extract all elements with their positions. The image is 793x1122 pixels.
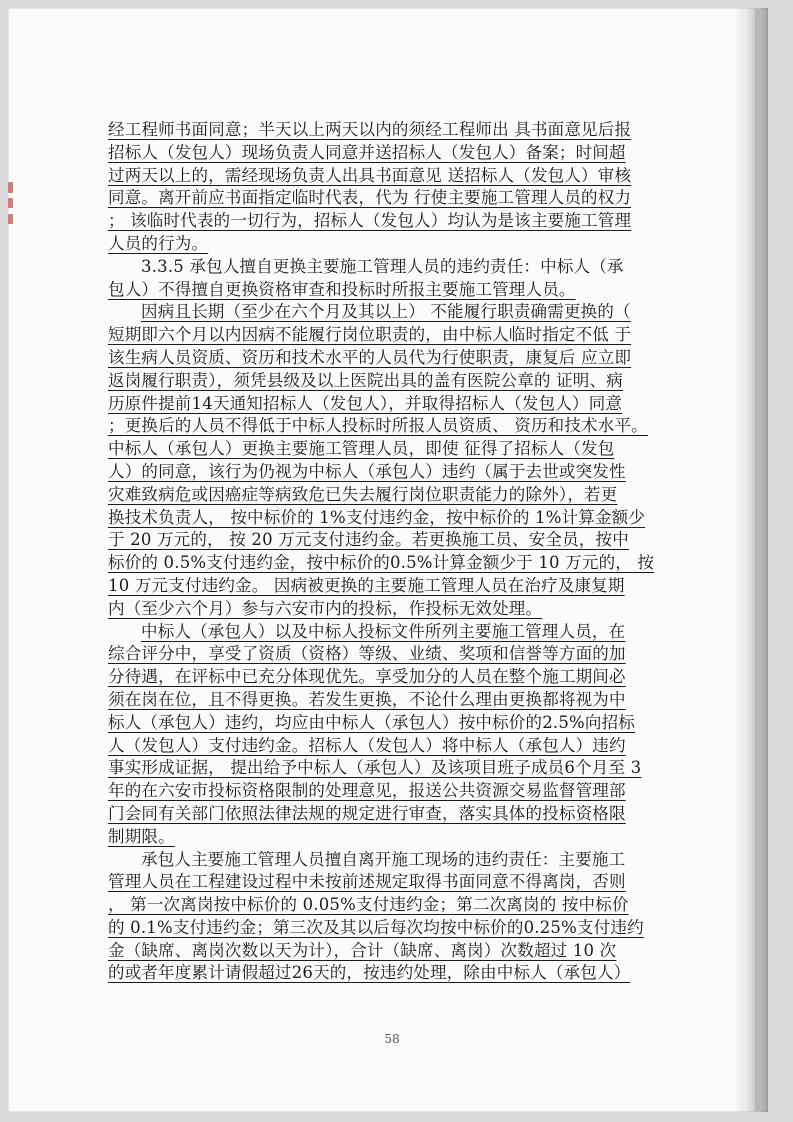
text-line: ； 该临时代表的一切行为，招标人（发包人）均认为是该主要施工管理 bbox=[108, 211, 632, 231]
text-line: 分待遇，在评标中已充分体现优先。享受加分的人员在整个施工期间必 bbox=[108, 667, 626, 687]
text-line: 综合评分中，享受了资质（资格）等级、业绩、奖项和信誉等方面的加 bbox=[108, 644, 626, 664]
text-line: 的 0.1%支付违约金；第三次及其以后每次均按中标价的0.25%支付违约 bbox=[108, 917, 644, 937]
text-line: 人）的同意，该行为仍视为中标人（承包人）违约（属于去世或突发性 bbox=[108, 461, 626, 481]
text-line: 年的在六安市投标资格限制的处理意见，报送公共资源交易监督管理部 bbox=[108, 781, 626, 801]
text-line: 10 万元支付违约金。 因病被更换的主要施工管理人员在治疗及康复期 bbox=[108, 575, 625, 595]
text-line: 历原件提前14天通知招标人（发包人），并取得招标人（发包人）同意 bbox=[108, 393, 623, 413]
text-line: 须在岗在位，且不得更换。若发生更换，不论什么理由更换都将视为中 bbox=[108, 689, 626, 709]
red-mark bbox=[8, 182, 13, 193]
text-line: 经工程师书面同意；半天以上两天以内的须经工程师出 具书面意见后报 bbox=[108, 120, 632, 139]
text-line: 中标人（承包人）以及中标人投标文件所列主要施工管理人员，在 bbox=[141, 621, 626, 641]
text-line: 中标人（承包人）更换主要施工管理人员，即使 征得了招标人（发包 bbox=[108, 439, 615, 459]
text-line: 内（至少六个月）参与六安市内的投标，作投标无效处理。 bbox=[108, 598, 543, 618]
text-line: 于 20 万元的， 按 20 万元支付违约金。若更换施工员、安全员，按中 bbox=[108, 530, 629, 550]
text-line: 制期限。 bbox=[108, 826, 175, 846]
text-line: 换技术负责人， 按中标价的 1%支付违约金，按中标价的 1%计算金额少 bbox=[108, 507, 646, 527]
page-number: 58 bbox=[384, 1032, 400, 1046]
text-line: 事实形成证据， 提出给予中标人（承包人）及该项目班子成员6个月至 3 bbox=[108, 758, 642, 778]
text-line: 人员的行为。 bbox=[108, 233, 209, 253]
text-line: 3.3.5 承包人擅自更换主要施工管理人员的违约责任：中标人（承 bbox=[141, 256, 624, 276]
text-line: 管理人员在工程建设过程中未按前述规定取得书面同意不得离岗，否则 bbox=[108, 872, 626, 892]
document-body bbox=[108, 119, 668, 985]
text-line: 门会同有关部门依照法律法规的规定进行审查，落实具体的投标资格限 bbox=[108, 803, 626, 823]
text-line: 金（缺席、离岗次数以天为计），合计（缺席、离岗）次数超过 10 次 bbox=[108, 940, 617, 960]
text-line: 承包人主要施工管理人员擅自离开施工现场的违约责任：主要施工 bbox=[141, 849, 626, 869]
text-line: 同意。离开前应书面指定临时代表，代为 行使主要施工管理人员的权力 bbox=[108, 188, 632, 208]
text-line: 返岗履行职责），须凭县级及以上医院出具的盖有医院公章的 证明、病 bbox=[108, 370, 623, 390]
text-line: 过两天以上的，需经现场负责人出具书面意见 送招标人（发包人）审核 bbox=[108, 165, 632, 185]
text-line: 灾难致病危或因癌症等病致危已失去履行岗位职责能力的除外），若更 bbox=[108, 484, 618, 504]
red-mark bbox=[8, 214, 13, 224]
text-line: 标价的 0.5%支付违约金，按中标价的0.5%计算金额少于 10 万元的， 按 bbox=[108, 553, 655, 573]
text-line: 标人（承包人）违约，均应由中标人（承包人）按中标价的2.5%向招标 bbox=[108, 712, 636, 732]
text-line: 短期即六个月以内因病不能履行岗位职责的，由中标人临时指定不低 于 bbox=[108, 325, 632, 345]
text-line: 因病且长期（至少在六个月及其以上） 不能履行职责确需更换的（ bbox=[141, 302, 631, 322]
red-mark bbox=[8, 198, 13, 208]
page-edge-shadow bbox=[733, 8, 768, 1112]
text-line: 的或者年度累计请假超过26天的，按违约处理，除由中标人（承包人） bbox=[108, 963, 631, 983]
text-line: ；更换后的人员不得低于中标人投标时所报人员资质、 资历和技术水平。 bbox=[108, 416, 648, 436]
text-line: 招标人（发包人）现场负责人同意并送招标人（发包人）备案；时间超 bbox=[108, 142, 626, 162]
page-edge-curl bbox=[755, 8, 762, 1112]
text-line: 人（发包人）支付违约金。招标人（发包人）将中标人（承包人）违约 bbox=[108, 735, 626, 755]
text-line: 包人）不得擅自更换资格审查和投标时所报主要施工管理人员。 bbox=[108, 279, 576, 299]
text-line: ， 第一次离岗按中标价的 0.05%支付违约金；第二次离岗的 按中标价 bbox=[108, 895, 629, 915]
text-line: 该生病人员资质、资历和技术水平的人员代为行使职责，康复后 应立即 bbox=[108, 347, 632, 367]
scanned-page bbox=[8, 8, 768, 1112]
